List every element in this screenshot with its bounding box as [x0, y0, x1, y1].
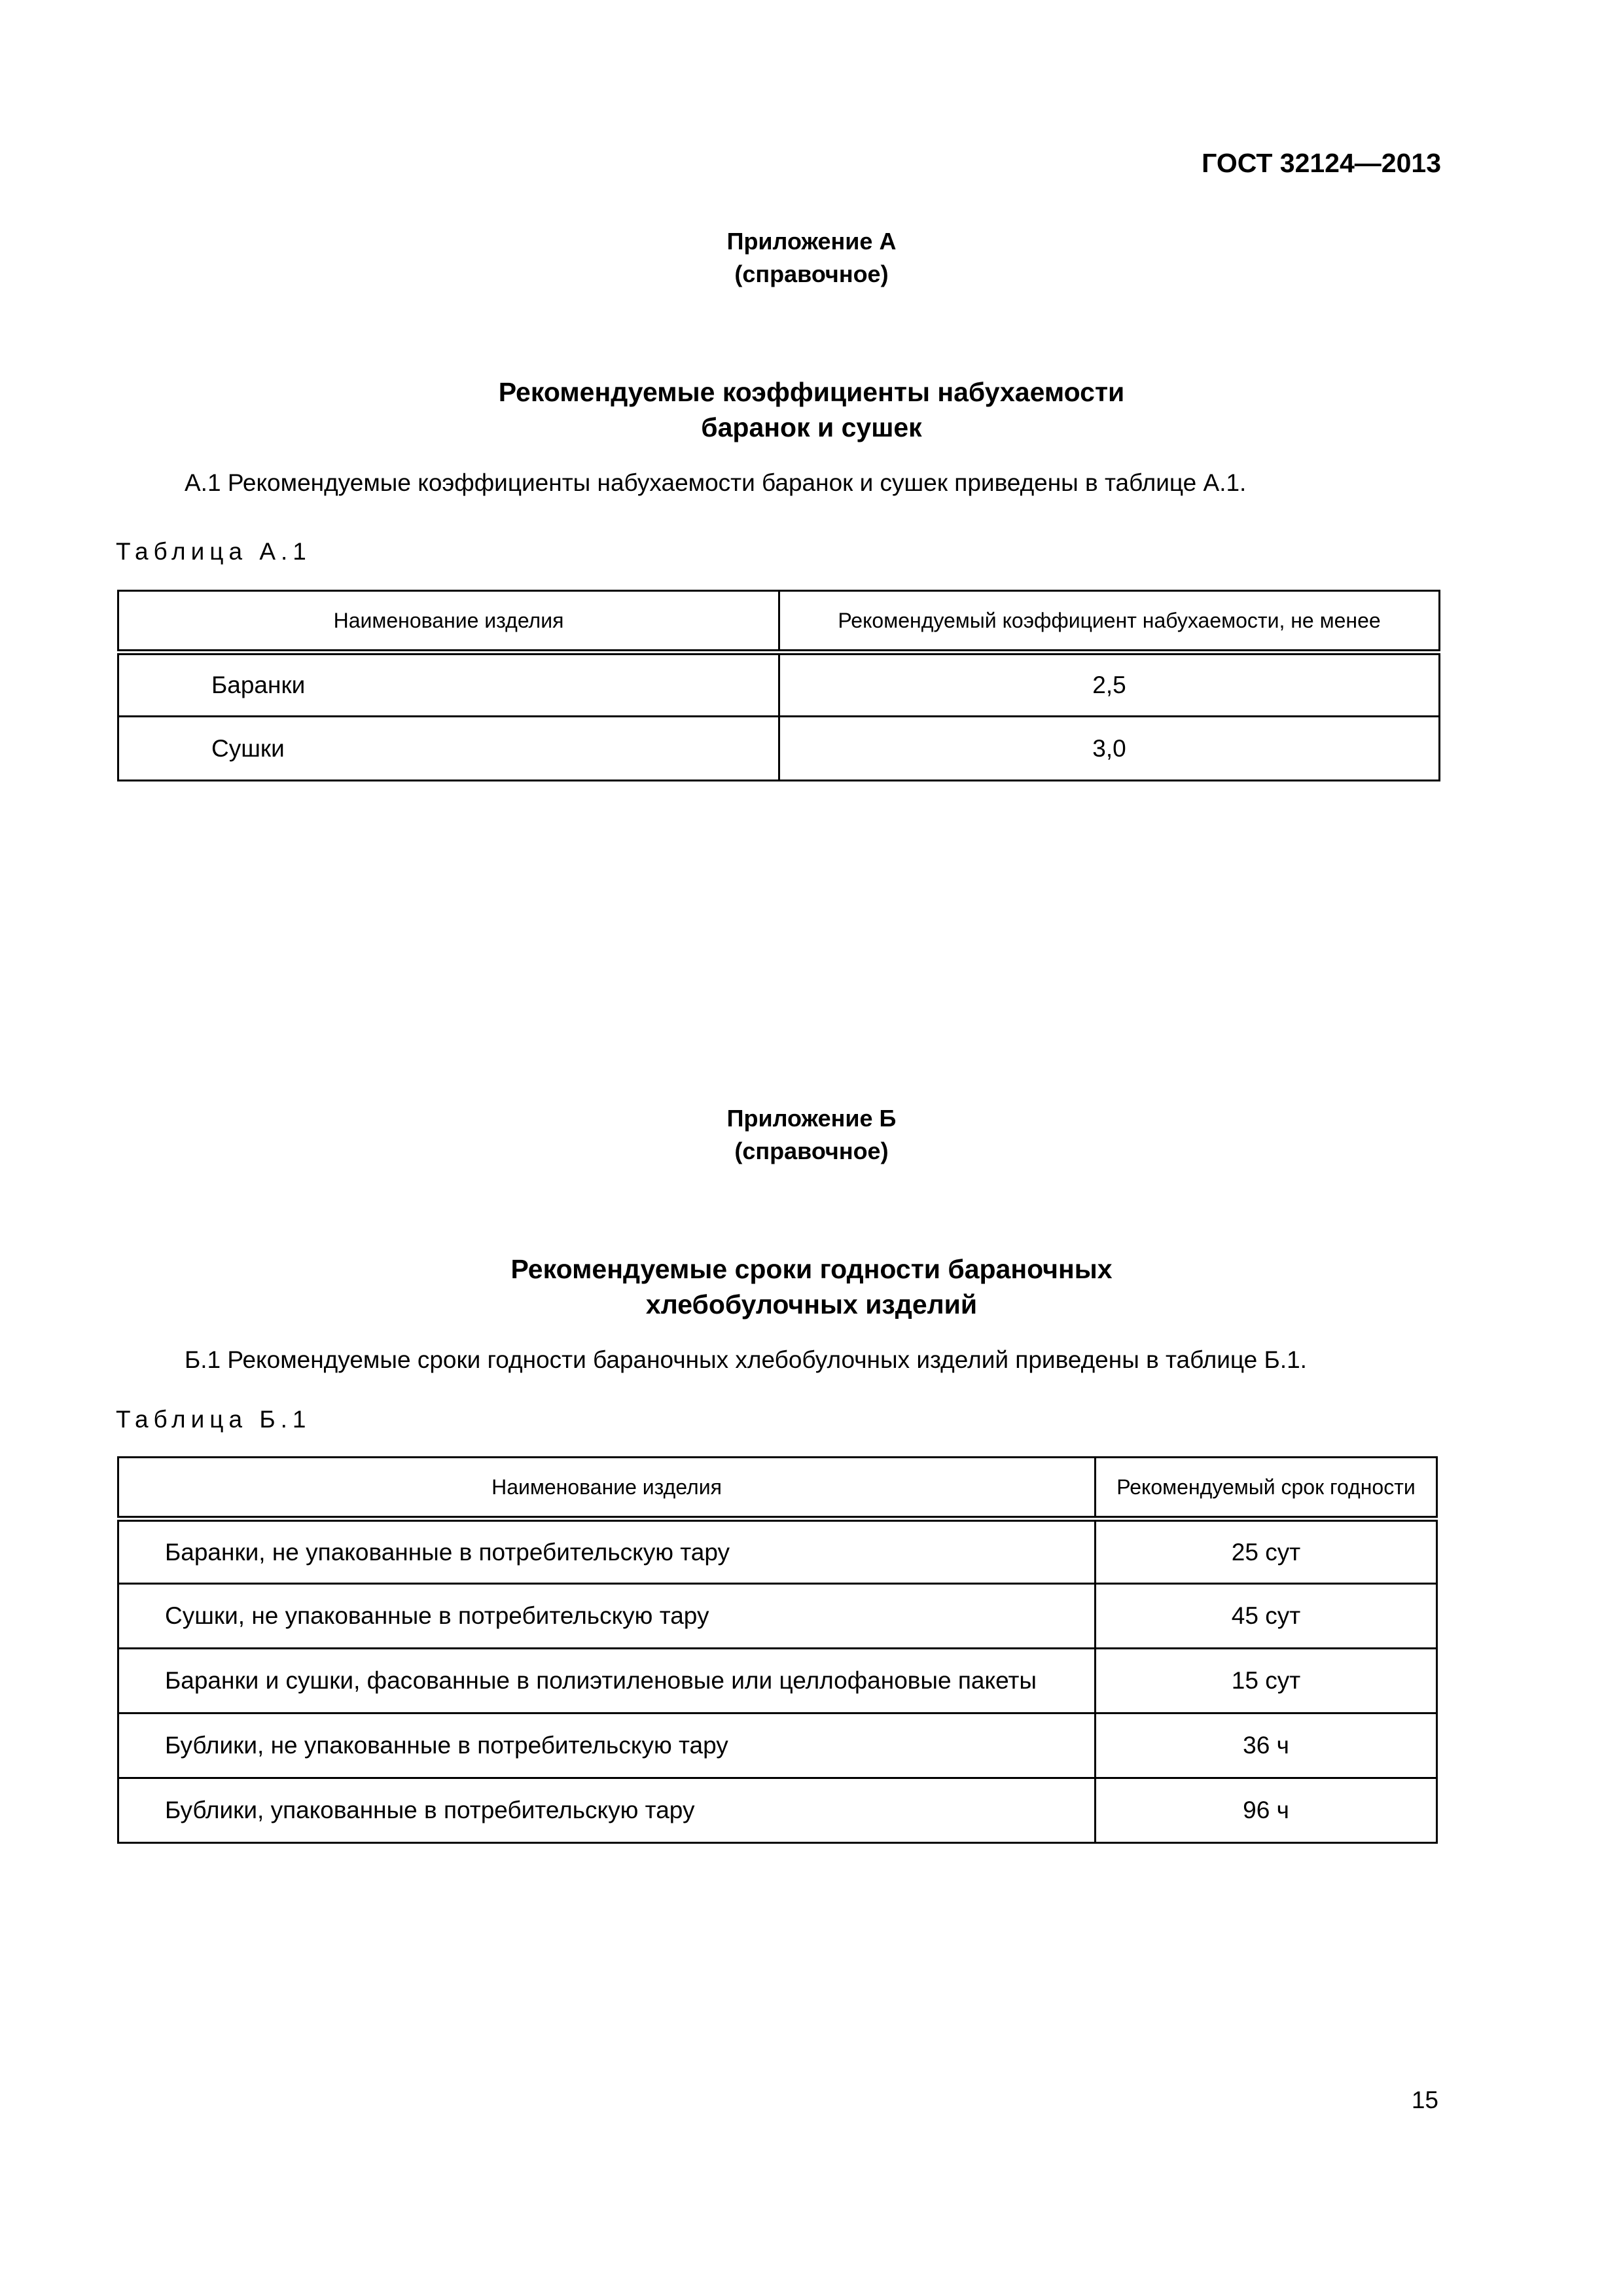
table-b1-cell-name: Бублики, упакованные в потребительскую тару	[118, 1778, 1096, 1843]
table-a1	[117, 590, 1440, 781]
table-b1-cell-value: 36 ч	[1096, 1713, 1437, 1778]
table-b1-header-name: Наименование изделия	[118, 1458, 1096, 1519]
table-row	[118, 1713, 1437, 1778]
table-b1-cell-value: 45 сут	[1096, 1584, 1437, 1649]
table-row	[118, 1584, 1437, 1649]
appendix-a-heading-line2: баранок и сушек	[701, 412, 922, 442]
table-b1-cell-value: 15 сут	[1096, 1649, 1437, 1713]
table-a1-cell-value: 3,0	[779, 717, 1440, 781]
table-a1-label: Таблица А.1	[116, 538, 312, 565]
page-number: 15	[1411, 2087, 1438, 2113]
table-b1-label: Таблица Б.1	[116, 1406, 312, 1433]
appendix-a-heading-line1: Рекомендуемые коэффициенты набухаемости	[498, 377, 1125, 407]
table-row	[118, 653, 1440, 717]
appendix-b-paragraph: Б.1 Рекомендуемые сроки годности бараночных хлебобулочных изделий приведены в таблице Б.1.	[185, 1346, 1307, 1373]
appendix-a-subtitle: (справочное)	[734, 260, 889, 287]
appendix-b-heading-line1: Рекомендуемые сроки годности бараночных	[510, 1254, 1113, 1284]
table-b1-header-shelf-life: Рекомендуемый срок годности	[1096, 1458, 1437, 1519]
table-b1-cell-name: Баранки и сушки, фасованные в полиэтиленовые или целлофановые пакеты	[118, 1649, 1096, 1713]
table-a1-header-coefficient: Рекомендуемый коэффициент набухаемости, не менее	[779, 591, 1440, 653]
appendix-b-title: Приложение Б	[726, 1105, 897, 1132]
table-b1-cell-value: 25 сут	[1096, 1519, 1437, 1584]
table-b1-cell-name: Сушки, не упакованные в потребительскую тару	[118, 1584, 1096, 1649]
table-row	[118, 1649, 1437, 1713]
table-b1-cell-name: Баранки, не упакованные в потребительскую тару	[118, 1519, 1096, 1584]
table-b1-cell-value: 96 ч	[1096, 1778, 1437, 1843]
table-row	[118, 1778, 1437, 1843]
appendix-a-title: Приложение А	[726, 228, 897, 255]
table-row	[118, 717, 1440, 781]
table-a1-cell-value: 2,5	[779, 653, 1440, 717]
table-b1-cell-name: Бублики, не упакованные в потребительскую тару	[118, 1713, 1096, 1778]
document-code: ГОСТ 32124—2013	[1202, 148, 1441, 178]
table-a1-cell-name: Баранки	[118, 653, 779, 717]
table-a1-cell-name: Сушки	[118, 717, 779, 781]
appendix-b-heading-line2: хлебобулочных изделий	[645, 1289, 978, 1319]
appendix-a-paragraph: А.1 Рекомендуемые коэффициенты набухаемости баранок и сушек приведены в таблице А.1.	[185, 469, 1247, 496]
table-a1-header-name: Наименование изделия	[118, 591, 779, 653]
table-row	[118, 1519, 1437, 1584]
appendix-b-subtitle: (справочное)	[734, 1138, 889, 1164]
table-b1	[117, 1456, 1438, 1844]
